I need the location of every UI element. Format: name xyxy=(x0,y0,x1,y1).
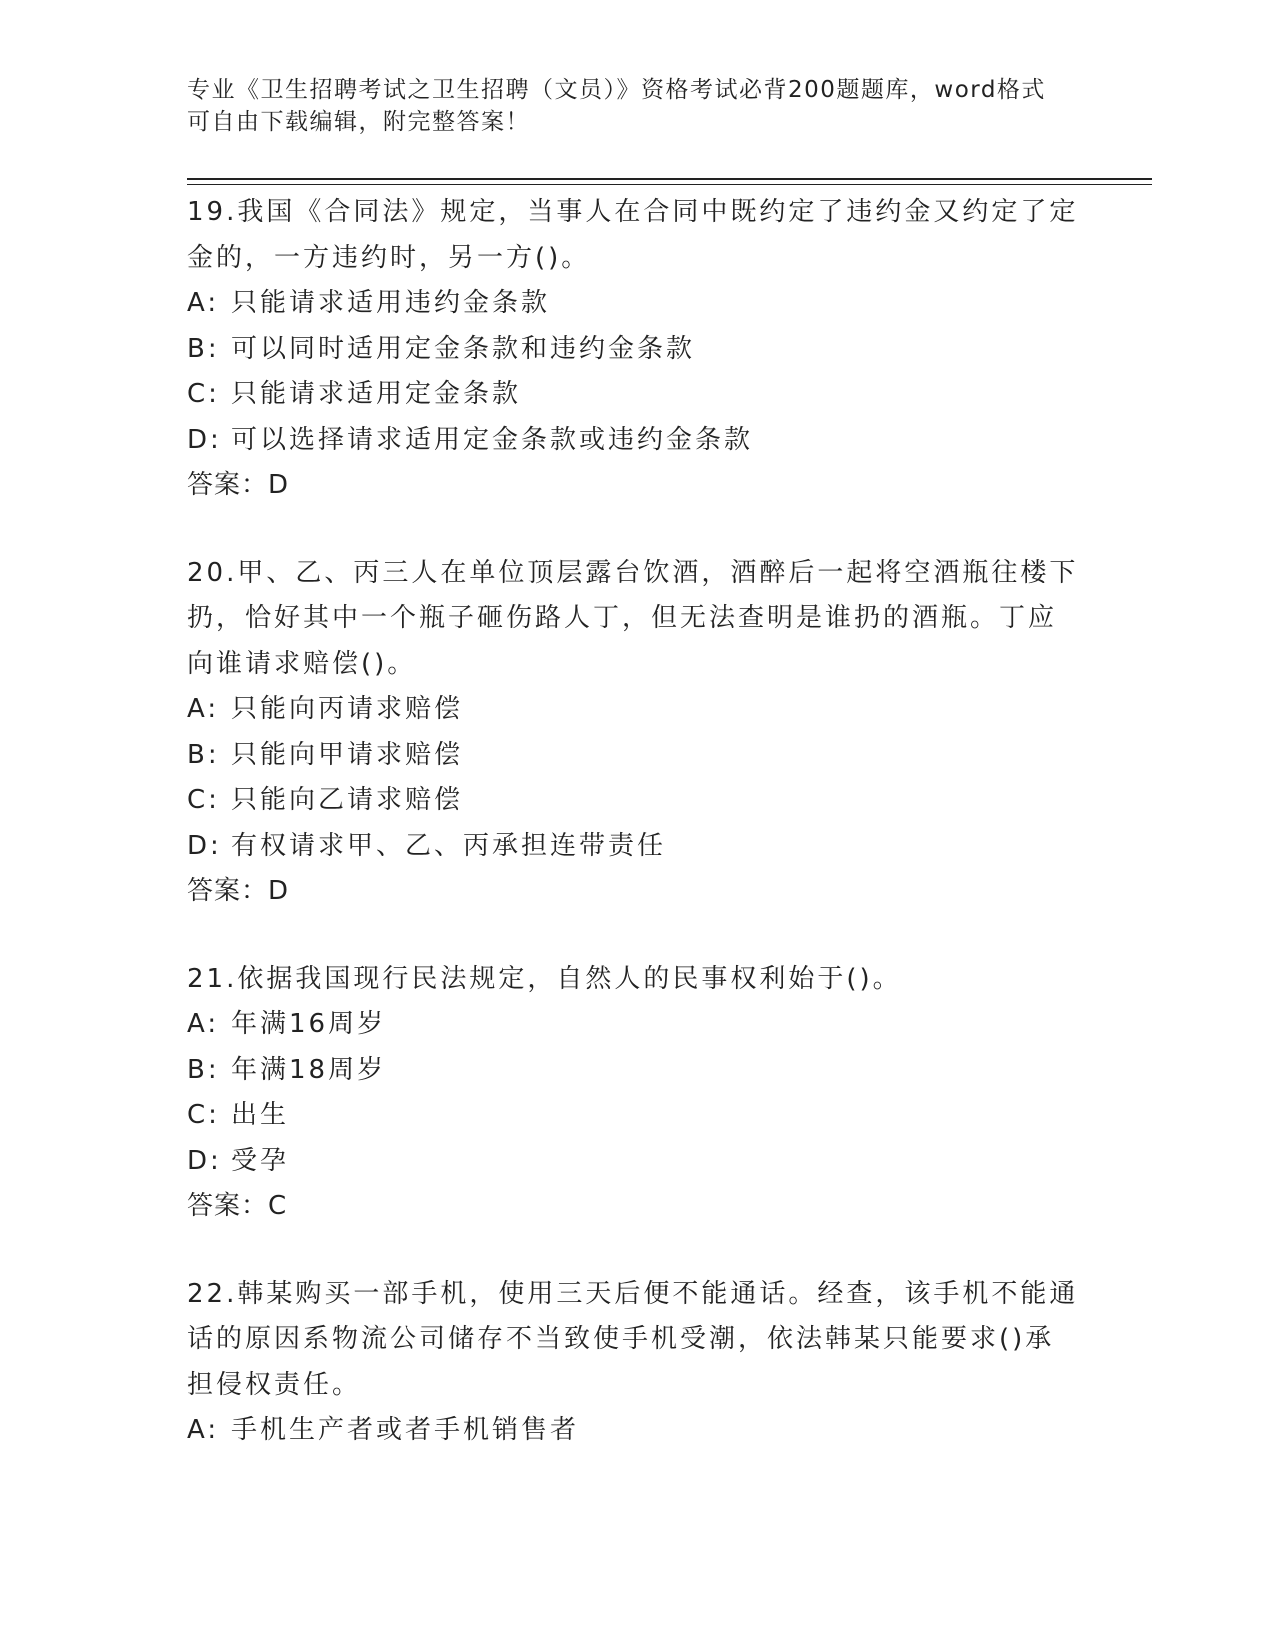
option-text: 只能向甲请求赔偿 xyxy=(231,739,464,770)
option-row xyxy=(187,1048,1087,1094)
option-letter: B: xyxy=(187,333,220,364)
question-stem-line: 话的原因系物流公司储存不当致使手机受潮，依法韩某只能要求()承 xyxy=(187,1324,1055,1354)
question-stem-line: 21.依据我国现行民法规定，自然人的民事权利始于()。 xyxy=(187,963,902,994)
option-row xyxy=(187,1408,1087,1454)
question-stem-line: 担侵权责任。 xyxy=(187,1369,362,1400)
question-stem-line: 金的，一方违约时，另一方()。 xyxy=(187,242,591,273)
option-row xyxy=(187,1093,1087,1139)
option-row xyxy=(187,327,1087,373)
option-row xyxy=(187,418,1087,464)
option-letter: D: xyxy=(187,424,222,455)
question-block xyxy=(187,551,1087,915)
header-divider-thick xyxy=(187,178,1152,180)
option-row xyxy=(187,778,1087,824)
document-header xyxy=(187,74,1087,138)
header-line-1: 专业《卫生招聘考试之卫生招聘（文员）》资格考试必背200题题库，word格式 xyxy=(187,77,1046,103)
question-stem-line: 19.我国《合同法》规定，当事人在合同中既约定了违约金又约定了定 xyxy=(187,197,1079,227)
question-block xyxy=(187,957,1087,1230)
option-row xyxy=(187,1139,1087,1185)
answer-line: 答案：D xyxy=(187,470,290,500)
option-letter: D: xyxy=(187,830,222,861)
option-row xyxy=(187,687,1087,733)
option-text: 可以同时适用定金条款和违约金条款 xyxy=(231,333,696,364)
option-text: 只能向乙请求赔偿 xyxy=(231,785,464,815)
option-letter: A: xyxy=(187,694,220,724)
option-letter: C: xyxy=(187,785,220,815)
question-stem-line: 向谁请求赔偿()。 xyxy=(187,648,417,679)
question-list xyxy=(187,190,1087,1496)
option-letter: C: xyxy=(187,379,220,409)
header-line-2: 可自由下载编辑，附完整答案！ xyxy=(187,109,530,135)
option-text: 年满18周岁 xyxy=(231,1054,387,1085)
option-letter: C: xyxy=(187,1100,220,1130)
option-text: 只能请求适用定金条款 xyxy=(231,379,522,409)
option-row xyxy=(187,372,1087,418)
option-text: 手机生产者或者手机销售者 xyxy=(231,1415,580,1445)
option-letter: A: xyxy=(187,1009,220,1039)
option-row xyxy=(187,1002,1087,1048)
answer-line: 答案：D xyxy=(187,876,290,906)
question-stem-line: 22.韩某购买一部手机，使用三天后便不能通话。经查，该手机不能通 xyxy=(187,1278,1079,1309)
question-stem-line: 20.甲、乙、丙三人在单位顶层露台饮酒，酒醉后一起将空酒瓶往楼下 xyxy=(187,557,1079,588)
option-row xyxy=(187,733,1087,779)
question-block xyxy=(187,1272,1087,1454)
question-stem-line: 扔，恰好其中一个瓶子砸伤路人丁，但无法查明是谁扔的酒瓶。丁应 xyxy=(187,603,1058,633)
option-text: 只能请求适用违约金条款 xyxy=(231,288,551,318)
option-text: 可以选择请求适用定金条款或违约金条款 xyxy=(231,424,754,455)
answer-line: 答案：C xyxy=(187,1191,288,1221)
option-letter: D: xyxy=(187,1145,222,1176)
option-text: 出生 xyxy=(231,1100,290,1130)
option-text: 有权请求甲、乙、丙承担连带责任 xyxy=(231,830,667,861)
option-letter: A: xyxy=(187,1415,220,1445)
question-block xyxy=(187,190,1087,509)
option-letter: B: xyxy=(187,1054,220,1085)
option-row xyxy=(187,281,1087,327)
option-text: 受孕 xyxy=(231,1145,290,1176)
header-divider-thin xyxy=(187,184,1152,185)
option-row xyxy=(187,824,1087,870)
option-text: 年满16周岁 xyxy=(231,1009,387,1039)
option-letter: B: xyxy=(187,739,220,770)
option-letter: A: xyxy=(187,288,220,318)
option-text: 只能向丙请求赔偿 xyxy=(231,694,464,724)
